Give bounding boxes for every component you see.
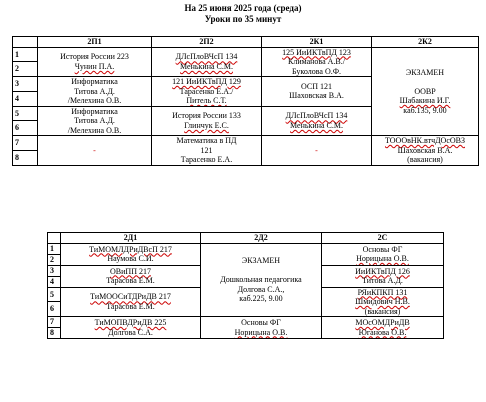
table-row [13, 47, 479, 62]
lesson-cell [38, 47, 152, 77]
exam-cell [372, 47, 479, 136]
lesson-cell [262, 47, 372, 77]
group-header: 2П2 [152, 37, 262, 48]
lesson-cell [201, 317, 322, 339]
lesson-cell [322, 265, 444, 287]
lesson-subject: ОСП 121 [301, 81, 332, 91]
lesson-teacher: /Мелехина О.В. [67, 125, 122, 135]
lesson-number: 2 [48, 254, 61, 265]
spacer [203, 266, 319, 276]
lesson-cell [61, 243, 201, 265]
lesson-subject: РЯиКПКП 131 [357, 287, 408, 297]
lesson-cell [262, 77, 372, 107]
lesson-number: 7 [48, 317, 61, 328]
exam-subject: ООВР [414, 86, 436, 96]
group-header: 2С [322, 233, 444, 244]
lesson-number: 5 [48, 287, 61, 302]
exam-teacher: Долгова С.А., [237, 284, 285, 294]
lesson-subject: МОсОМДРиДВ [355, 318, 410, 327]
lesson-number: 1 [48, 243, 61, 254]
lesson-subject: История России 133 [172, 111, 241, 121]
group-header: 2К1 [262, 37, 372, 48]
lesson-cell [152, 136, 262, 166]
exam-teacher: Шабакина И.Г. [399, 96, 451, 105]
lesson-cell: - [38, 136, 152, 166]
lesson-note: (вакансия) [407, 155, 443, 164]
corner-cell [48, 233, 61, 244]
lesson-subject: ДЛсПлоВЧсП 134 [175, 52, 238, 62]
lesson-number: 3 [48, 265, 61, 276]
lesson-cell [152, 106, 262, 136]
lesson-teacher: Титова А.Д. [362, 276, 403, 285]
lesson-subject: Информатика [71, 77, 118, 86]
group-header: 2Д1 [61, 233, 201, 244]
lesson-number: 7 [13, 136, 38, 151]
lesson-teacher: Норицына О.В. [356, 254, 409, 263]
lesson-number: 4 [13, 91, 38, 106]
lesson-subject: Основы ФГ [362, 244, 403, 254]
exam-room-time: каб.225, 9.00 [239, 294, 283, 303]
lesson-cell: - [262, 136, 372, 166]
lesson-teacher: Шаховская В.А. [397, 145, 453, 155]
lesson-note: (вакансия) [364, 306, 401, 316]
lesson-teacher: Наумова С.И. [107, 254, 154, 263]
lesson-subject: 125 ИиИКТвПД 123 [282, 47, 351, 57]
schedule-table-2 [47, 232, 444, 339]
lesson-number: 1 [13, 47, 38, 62]
group-header: 2Д2 [201, 233, 322, 244]
lesson-number: 4 [48, 276, 61, 287]
lesson-teacher: Менькина С.М. [180, 61, 233, 71]
lesson-cell [61, 265, 201, 287]
lesson-teacher: Тарасова Е.М. [106, 301, 155, 311]
lesson-teacher: Шаховская В.А. [289, 91, 344, 101]
lesson-cell [152, 77, 262, 107]
lesson-teacher: Норицына О.В. [234, 327, 288, 337]
exam-room-time: каб.135, 9.00 [403, 105, 447, 115]
lesson-cell [38, 106, 152, 136]
group-header: 2П1 [38, 37, 152, 48]
lesson-teacher: Менькина С.М. [290, 120, 343, 130]
table-row [48, 243, 444, 254]
lesson-teacher: Питель С.Т. [186, 96, 227, 105]
lesson-subject: ТиМООСиТДРиДВ 217 [90, 292, 171, 302]
lesson-number: 8 [13, 150, 38, 165]
lesson-cell [61, 317, 201, 339]
exam-subject: Дошкольная педагогика [220, 275, 302, 284]
lesson-teacher: Тарасова Е.М. [106, 276, 155, 285]
lesson-teacher: Буколова О.Ф. [291, 66, 342, 76]
lesson-cell [372, 136, 479, 166]
lesson-subject: Основы ФГ [241, 318, 281, 327]
lesson-number: 6 [13, 121, 38, 136]
lesson-subject: ТиМОПВДРиДВ 225 [94, 318, 167, 327]
spacer [374, 77, 476, 87]
lesson-room: 121 [200, 145, 213, 155]
lesson-cell [38, 77, 152, 107]
exam-label: ЭКЗАМЕН [405, 67, 445, 77]
schedule-table-1 [12, 36, 479, 166]
lesson-teacher: Чунин П.А. [74, 61, 115, 71]
lesson-cell [61, 287, 201, 317]
lesson-teacher: Глинчук Е.С. [184, 120, 229, 130]
lesson-subject: 121 ИиИКТвПД 129 [172, 77, 241, 86]
lesson-teacher: /Мелехина О.В. [67, 96, 122, 105]
lesson-number: 8 [48, 328, 61, 339]
lesson-cell [322, 287, 444, 317]
lesson-subject: ТОООвНК.втчДОсОВЗ [384, 136, 465, 145]
table-row [48, 317, 444, 328]
exam-cell [201, 243, 322, 317]
lesson-teacher: Тарасенко Е.А. [180, 155, 233, 164]
lesson-teacher: Шмидович Н.В. [355, 297, 410, 306]
lesson-subject: ИиИКТвПД 126 [355, 266, 410, 276]
lesson-subject: ТиМОМЛДРиДВсП 217 [89, 244, 172, 254]
lesson-subject: Информатика [71, 106, 118, 116]
lesson-cell [152, 47, 262, 77]
lesson-number: 2 [13, 62, 38, 77]
table-header-row [13, 37, 479, 48]
lesson-duration-subtitle: Уроки по 35 минут [204, 14, 282, 24]
lesson-subject: ОВиПП 217 [110, 266, 151, 276]
lesson-teacher: Титова А.Д. [74, 86, 115, 96]
lesson-cell [262, 106, 372, 136]
lesson-cell [322, 243, 444, 265]
table-header-row [48, 233, 444, 244]
lesson-subject: История России 223 [60, 52, 129, 62]
lesson-number: 3 [13, 77, 38, 92]
lesson-number: 5 [13, 106, 38, 121]
lesson-number: 6 [48, 302, 61, 317]
exam-label: ЭКЗАМЕН [241, 256, 281, 265]
table-row [13, 136, 479, 151]
schedule-date-title: На 25 июня 2025 года (среда) [184, 3, 302, 13]
lesson-subject: ДЛсПлоВЧсП 134 [285, 111, 348, 121]
lesson-teacher: Долгова С.А. [108, 327, 153, 337]
lesson-cell [322, 317, 444, 339]
lesson-subject: Математика в ПД [176, 136, 237, 145]
group-header: 2К2 [372, 37, 479, 48]
lesson-teacher: Юганова О.В. [358, 327, 407, 337]
corner-cell [13, 37, 38, 48]
lesson-teacher: Тарасенко Е.А./ [179, 86, 234, 96]
lesson-teacher: Климанова А.В./ [287, 57, 345, 66]
lesson-teacher: Титова А.Д. [74, 116, 115, 125]
